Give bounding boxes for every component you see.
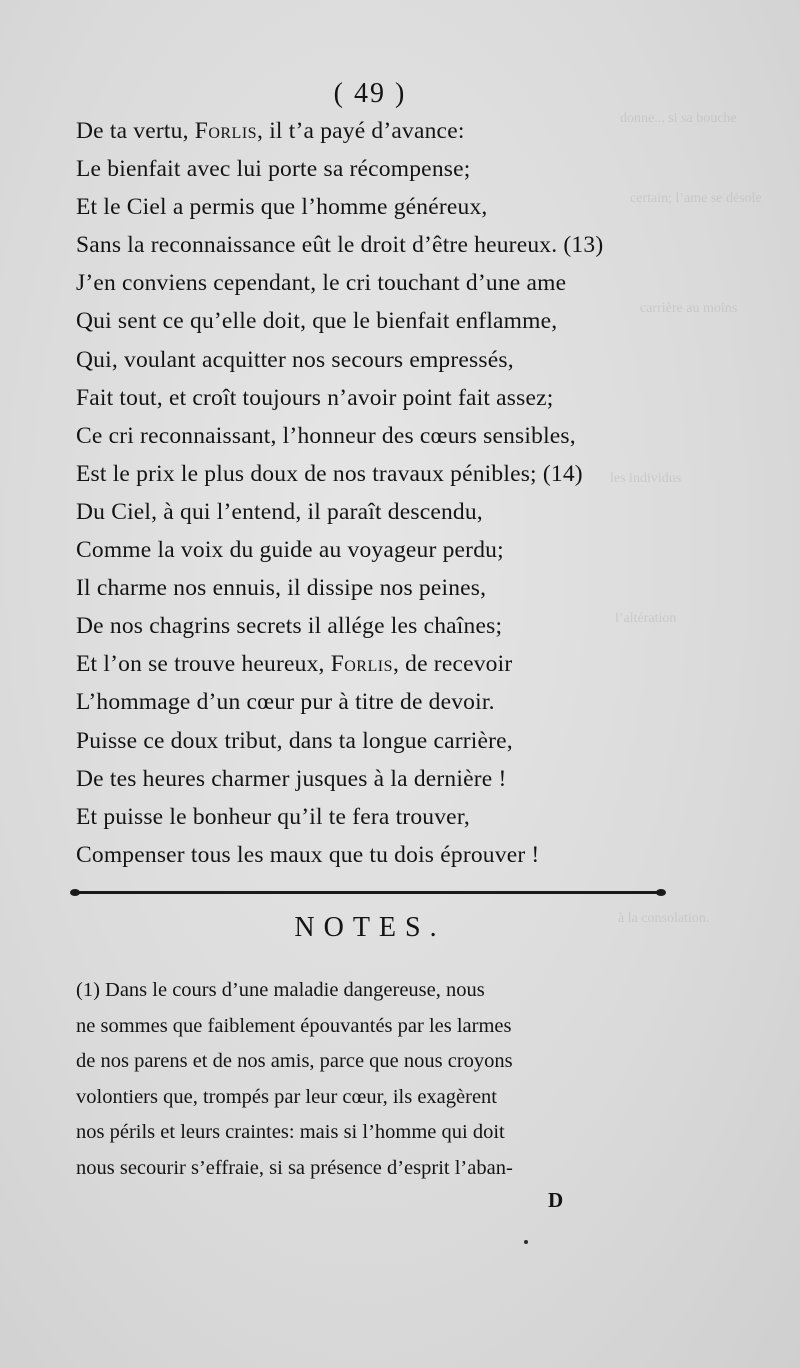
verse-line: J’en conviens cependant, le cri touchant d’une ame [76,270,567,297]
notes-heading: NOTES. [294,912,446,943]
note-line: volontiers que, trompés par leur cœur, ils exagèrent [76,1085,498,1108]
verse-line: Et l’on se trouve heureux, Forlis, de recevoir [76,651,513,678]
verse-line: Et le Ciel a permis que l’homme généreux, [76,194,488,221]
verse-line: Qui, voulant acquitter nos secours empressés, [76,346,514,373]
note-line: nous secourir s’effraie, si sa présence d’esprit l’aban- [76,1156,513,1179]
show-through-text: à la consolation. [618,911,710,926]
verse-block [76,112,676,874]
show-through-text: carrière au moins [640,301,738,316]
show-through-text: donne... si sa bouche [620,111,737,126]
verse-line: De tes heures charmer jusques à la dernière ! [76,765,507,792]
show-through-text: certain; l’ame se désole [630,191,762,206]
verse-line: Il charme nos ennuis, il dissipe nos peines, [76,575,487,602]
verse-line: Puisse ce doux tribut, dans ta longue carrière, [76,727,513,754]
verse-line: Qui sent ce qu’elle doit, que le bienfait enflamme, [76,308,558,335]
character-name: Forlis [194,118,258,144]
page-number: ( 49 ) [333,78,407,109]
verse-line: Et puisse le bonheur qu’il te fera trouver, [76,803,470,830]
signature-mark: D [548,1188,564,1212]
note-line: de nos parens et de nos amis, parce que nous croyons [76,1050,513,1073]
note-line: ne sommes que faiblement épouvantés par les larmes [76,1014,512,1037]
ink-dot [524,1240,528,1244]
show-through-text: l’altération [615,611,677,626]
show-through-text: les individus [610,471,682,486]
verse-line: Compenser tous les maux que tu dois éprouver ! [76,841,540,868]
verse-line: Du Ciel, à qui l’entend, il paraît descendu, [76,498,483,525]
note-line: nos périls et leurs craintes: mais si l’homme qui doit [76,1121,505,1144]
note-paragraph [76,973,672,1187]
note-line: (1) Dans le cours d’une maladie dangereuse, nous [76,979,485,1001]
character-name: Forlis [330,651,393,678]
verse-line: Est le prix le plus doux de nos travaux pénibles; (14) [76,460,583,487]
section-divider [74,891,662,894]
verse-line: Fait tout, et croît toujours n’avoir point fait assez; [76,384,554,411]
verse-line: Comme la voix du guide au voyageur perdu; [76,537,504,564]
verse-line: Ce cri reconnaissant, l’honneur des cœurs sensibles, [76,422,576,449]
verse-line: Le bienfait avec lui porte sa récompense; [76,156,471,183]
verse-line: De ta vertu, Forlis, il t’a payé d’avance: [76,118,465,144]
verse-line: De nos chagrins secrets il allége les chaînes; [76,613,503,640]
verse-line: Sans la reconnaissance eût le droit d’être heureux. (13) [76,232,604,259]
verse-line: L’hommage d’un cœur pur à titre de devoir. [76,689,495,716]
